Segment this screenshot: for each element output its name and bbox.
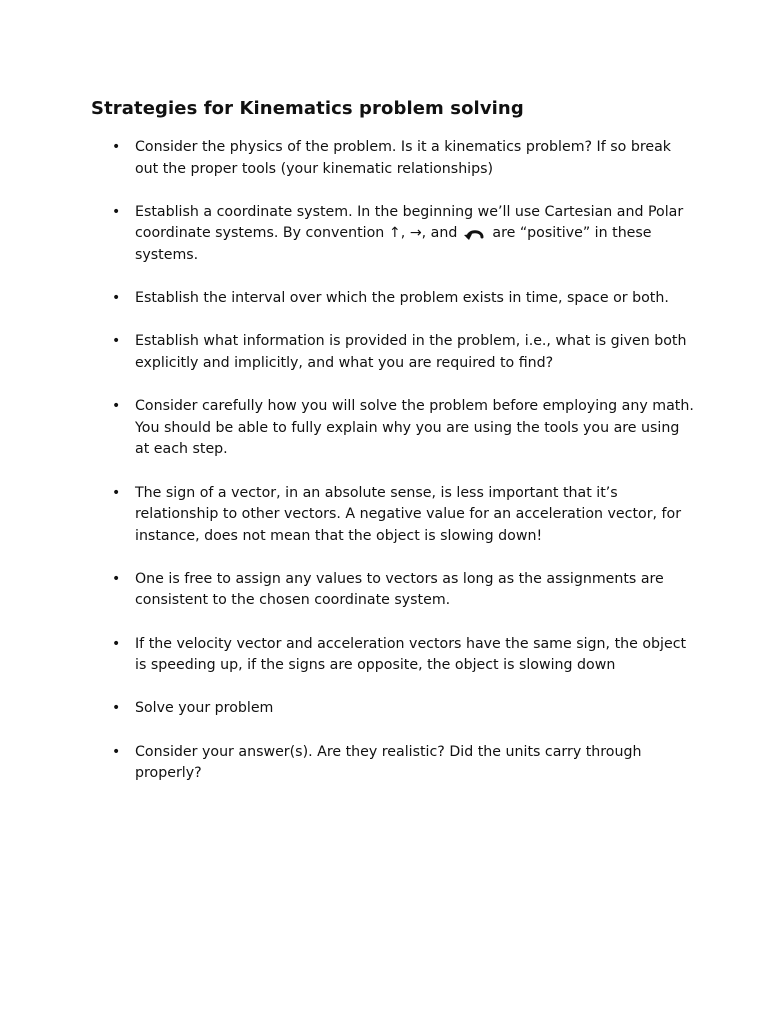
list-item-text: are “positive” in these systems. <box>135 225 652 263</box>
bullet-icon: • <box>112 700 121 717</box>
list-item <box>0 742 695 785</box>
list-item-text: Consider the physics of the problem. Is it a kinematics problem? If so break out the proper tools (your kinematic relationships) <box>135 139 671 177</box>
list-item-text: Establish the interval over which the problem exists in time, space or both. <box>135 290 669 307</box>
document-title: Strategies for Kinematics problem solving <box>91 98 524 119</box>
bullet-icon: • <box>112 290 121 307</box>
bullet-icon: • <box>112 743 121 760</box>
bullet-icon: • <box>112 333 121 350</box>
list-item-text: One is free to assign any values to vectors as long as the assignments are consistent to the chosen coordinate system. <box>135 570 664 609</box>
list-item <box>0 288 695 310</box>
list-item <box>0 634 695 677</box>
list-item <box>0 396 695 461</box>
strategy-list <box>0 137 768 806</box>
list-item <box>0 331 695 374</box>
list-item-separator: , and <box>421 225 458 242</box>
bullet-icon: • <box>112 635 121 652</box>
list-item-text: The sign of a vector, in an absolute sense, is less important that it’s relationship to other vectors. A negative value for an acceleration vector, for instance, does not mean that the object is slowing down! <box>135 484 682 544</box>
counterclockwise-arc-icon <box>464 225 486 240</box>
list-item-text: Solve your problem <box>135 700 274 717</box>
list-item <box>0 137 695 180</box>
list-item <box>0 202 695 267</box>
list-item-text: If the velocity vector and acceleration vectors have the same sign, the object is speeding up, if the signs are opposite, the object is slowing down <box>135 635 687 674</box>
list-item <box>0 483 695 548</box>
bullet-icon: • <box>112 570 121 587</box>
bullet-icon: • <box>112 398 121 415</box>
list-item-text: Consider your answer(s). Are they realistic? Did the units carry through properly? <box>135 743 642 782</box>
list-item-text: Consider carefully how you will solve the problem before employing any math. You should be able to fully explain why you are using the tools you are using at each step. <box>135 398 694 458</box>
up-arrow-icon: ↑ <box>388 225 401 242</box>
list-item-separator: , <box>400 225 410 242</box>
list-item-text: Establish what information is provided in the problem, i.e., what is given both explicitly and implicitly, and what you are required to find? <box>135 333 687 371</box>
list-item <box>0 698 695 720</box>
bullet-icon: • <box>112 203 121 220</box>
bullet-icon: • <box>112 484 121 501</box>
bullet-icon: • <box>112 139 121 155</box>
list-item-text: Establish a coordinate system. In the beginning we’ll use Cartesian and Polar coordinate systems. By convention <box>135 203 684 242</box>
right-arrow-icon: → <box>409 225 422 242</box>
list-item <box>0 569 695 612</box>
